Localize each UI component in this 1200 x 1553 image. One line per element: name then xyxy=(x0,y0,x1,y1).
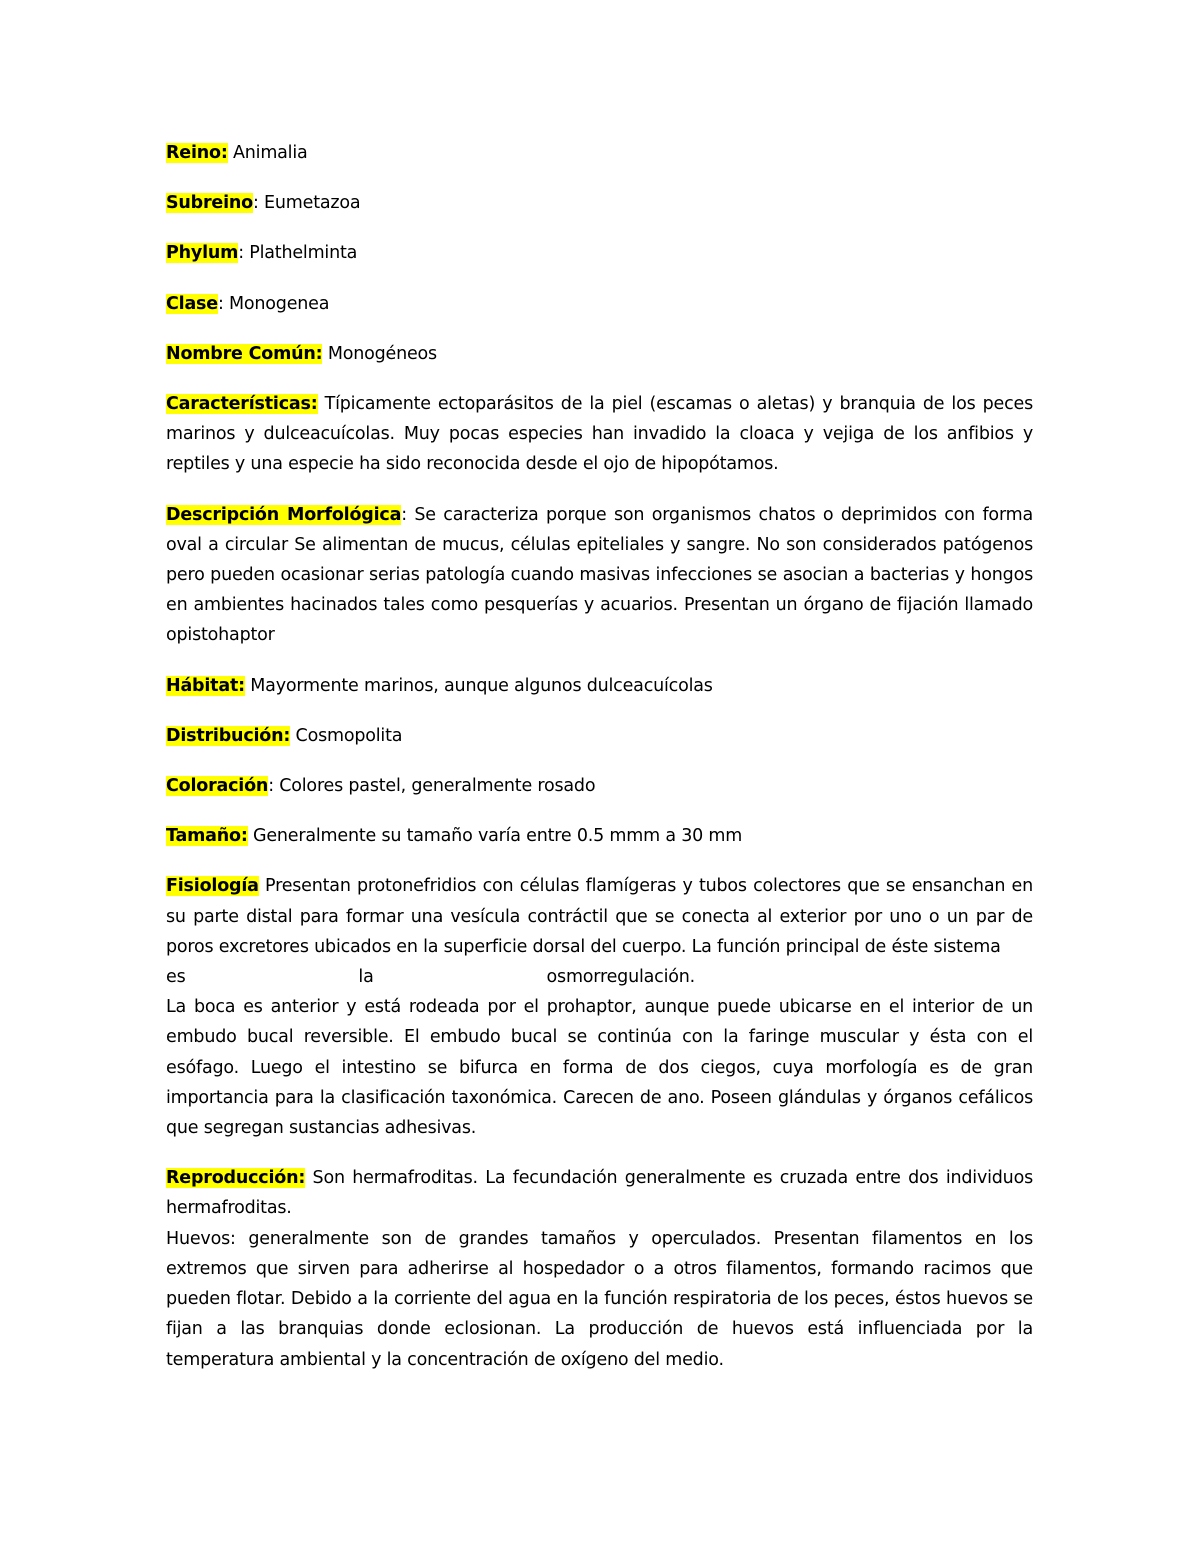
fisiologia-paragraph-2: La boca es anterior y está rodeada por el prohaptor, aunque puede ubicarse en el interior de un embudo bucal reversible. El embudo bucal se continúa con la faringe muscular y ésta con el esófago. Luego el intestino se bifurca en forma de dos ciegos, cuya morfología es de gran importancia para la clasificación taxonómica. Carecen de ano. Poseen glándulas y órganos cefálicos que segregan sustancias adhesivas. xyxy=(166,997,1033,1139)
field-label: Nombre Común: xyxy=(166,343,323,364)
field-phylum xyxy=(166,238,1033,268)
field-label: Descripción Morfológica xyxy=(166,504,402,525)
field-value: Animalia xyxy=(227,143,308,163)
field-descripcion-morfologica xyxy=(166,500,1033,651)
field-value: : Monogenea xyxy=(217,293,330,314)
field-tamano xyxy=(166,821,1033,851)
word: es xyxy=(166,967,186,988)
field-clase xyxy=(166,289,1033,319)
field-label: Phylum xyxy=(166,243,239,264)
field-label: Subreino xyxy=(166,193,253,214)
field-distribucion xyxy=(166,721,1033,751)
field-label: Hábitat: xyxy=(166,675,245,696)
field-value: Típicamente ectoparásitos de la piel (escamas o aletas) y branquia de los peces marinos y dulceacuícolas. Muy pocas especies han invadido la cloaca y vejiga de los anfibios y reptiles y una especie ha sido reconocida desde el ojo de hipopótamos. xyxy=(166,394,1033,475)
section-label: Fisiología xyxy=(166,876,259,897)
field-value: : Se caracteriza porque son organismos chatos o deprimidos con forma oval a circular Se alimentan de mucus, células epiteliales y sangre. No son considerados patógenos pero pueden ocasionar serias patología cuando masivas infecciones se asocian a bacterias y hongos en ambientes hacinados tales como pesquerías y acuarios. Presentan un órgano de fijación llamado opistohaptor xyxy=(166,504,1034,646)
field-subreino xyxy=(166,188,1033,218)
section-text: Presentan protonefridios con células flamígeras y tubos colectores que se ensanchan en su parte distal para formar una vesícula contráctil que se conecta al exterior por uno o un par de poros excretores ubicados en la superficie dorsal del cuerpo. La función principal de éste sistema xyxy=(166,876,1033,957)
word: la xyxy=(358,967,374,988)
field-nombre-comun xyxy=(166,339,1033,369)
field-value: Monogéneos xyxy=(322,343,437,364)
fisiologia-paragraph xyxy=(166,871,1033,962)
field-coloracion xyxy=(166,771,1033,801)
section-reproduccion xyxy=(166,1163,1033,1374)
section-label: Reproducción: xyxy=(166,1168,306,1189)
section-fisiologia xyxy=(166,871,1033,1143)
field-value: : Eumetazoa xyxy=(252,193,361,214)
reproduccion-paragraph xyxy=(166,1163,1033,1223)
fisiologia-justified-line xyxy=(166,962,1033,992)
field-caracteristicas xyxy=(166,389,1033,480)
reproduccion-paragraph-2: Huevos: generalmente son de grandes tamaños y operculados. Presentan filamentos en los extremos que sirven para adherirse al hospedador o a otros filamentos, formando racimos que pueden flotar. Debido a la corriente del agua en la función respiratoria de los peces, éstos huevos se fijan a las branquias donde eclosionan. La producción de huevos está influenciada por la temperatura ambiental y la concentración de oxígeno del medio. xyxy=(166,1228,1033,1370)
field-value: Cosmopolita xyxy=(290,725,403,746)
field-label: Características: xyxy=(166,394,318,415)
field-label: Tamaño: xyxy=(166,826,248,847)
field-label: Clase xyxy=(166,293,218,314)
field-habitat xyxy=(166,671,1033,701)
field-value: Generalmente su tamaño varía entre 0.5 mmm a 30 mm xyxy=(247,826,743,847)
field-label: Reino: xyxy=(166,143,228,163)
word: osmorregulación. xyxy=(546,967,695,988)
field-reino xyxy=(166,138,1033,168)
field-value: Mayormente marinos, aunque algunos dulceacuícolas xyxy=(244,675,713,696)
section-text: Son hermafroditas. La fecundación generalmente es cruzada entre dos individuos hermafroditas. xyxy=(166,1168,1033,1219)
field-label: Distribución: xyxy=(166,725,291,746)
field-label: Coloración xyxy=(166,776,269,797)
field-value: : Plathelminta xyxy=(238,243,358,264)
document-page xyxy=(166,138,1033,1375)
field-value: : Colores pastel, generalmente rosado xyxy=(268,776,596,797)
